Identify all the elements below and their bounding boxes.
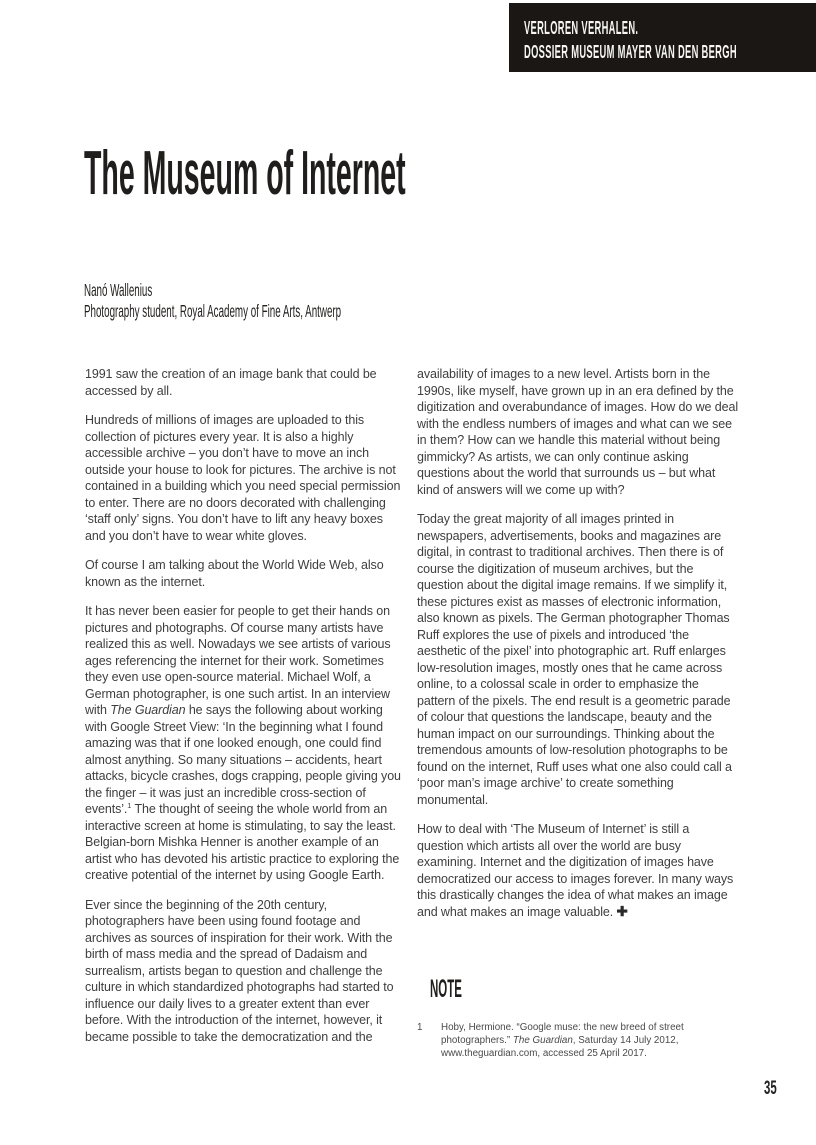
issue-banner (509, 3, 816, 72)
text-run: he says the following about working with Google Street View: ‘In the beginning what I found amazing was that if one looked enough, one could find almost anything. So many situations – accidents, heart attacks, bicycle crashes, dogs crapping, people giving you the finger – it was just an incredible cross-section of events’. (85, 703, 401, 816)
paragraph (417, 821, 738, 920)
text-run: availability of images to a new level. Artists born in the 1990s, like myself, have grown up in an era defined by the digitization and overabundance of images. How do we deal with the endless numbers of images and what can we see in them? How can we handle this material without being gimmicky? As artists, we can only continue asking questions about the world that surrounds us – but what kind of answers will we come up with? (417, 367, 738, 497)
footnote (417, 1021, 747, 1061)
note-section (417, 976, 747, 1061)
note-heading-text: NOTE (430, 975, 462, 1003)
article-title (84, 141, 783, 207)
paragraph (85, 603, 406, 884)
page-number (764, 1078, 785, 1100)
footnote-ref: 1 (127, 800, 132, 810)
paragraph (85, 897, 406, 1046)
text-run: Today the great majority of all images printed in newspapers, advertisements, books and magazines are digital, in contrast to traditional archives. Then there is of course the digitization of museum archives, but the question about the digital image remains. If we simplify it, these pictures exist as masses of electronic information, also known as pixels. The German photographer Thomas Ruff explores the use of pixels and introduced ‘the aesthetic of the pixel’ into photographic art. Ruff enlarges low-resolution images, mostly ones that he came across online, to a colossal scale in order to emphasize the pattern of the pixels. The end result is a geometric parade of colour that questions the landscape, beauty and the human impact on our surroundings. Thinking about the tremendous amounts of low-resolution photographs to be found on the internet, Ruff uses what one also could call a ‘poor man’s image archive’ to create something monumental. (417, 512, 732, 807)
text-run: Ever since the beginning of the 20th century, photographers have been using found footage and archives as sources of inspiration for their work. With the birth of mass media and the spread of Dadaism and surrealism, artists began to question and challenge the culture in which standardized photographs had started to influence our daily lives to a greater extent than ever before. With the introduction of the internet, however, it became possible to take the democratization and the (85, 897, 394, 1044)
text-run: , Saturday 14 July 2012, www.theguardian.com, accessed 25 April 2017. (441, 1035, 679, 1060)
footnote-text (441, 1021, 743, 1061)
text-run: It has never been easier for people to get their hands on pictures and photographs. Of course many artists have realized this as well. Nowadays we see artists of various ages referencing the internet for their work. Sometimes they even use open-source material. Michael Wolf, a German photographer, is one such artist. In an interview with (85, 604, 391, 717)
text-run: The thought of seeing the whole world from an interactive screen at home is stimulating, to say the least. Belgian-born Mishka Henner is another example of an artist who has devoted his artistic practice to exploring the creative potential of the internet by using Google Earth. (85, 802, 400, 882)
note-heading (430, 976, 747, 1004)
italic-text: The Guardian (512, 1035, 573, 1047)
footnote-number: 1 (417, 1022, 423, 1033)
banner-series-title: VERLOREN VERHALEN. (524, 18, 639, 38)
paragraph (85, 557, 406, 590)
end-of-article-mark: ✚ (616, 903, 628, 919)
banner-line-1 (524, 16, 816, 40)
author-name-line (84, 280, 543, 301)
text-run: Hoby, Hermione. “Google muse: the new breed of street photographers.” (441, 1022, 684, 1047)
page-number-text: 35 (764, 1078, 777, 1099)
author-affiliation: Photography student, Royal Academy of Fine Arts, Antwerp (84, 301, 342, 321)
article-column-right (417, 366, 738, 933)
author-name: Nanó Wallenius (84, 280, 153, 300)
paragraph (85, 412, 406, 544)
author-affiliation-line (84, 301, 543, 322)
text-run: Of course I am talking about the World Wide Web, also known as the internet. (85, 558, 384, 589)
banner-line-2 (524, 40, 816, 64)
article-column-left (85, 366, 406, 1058)
paragraph (417, 511, 738, 808)
paragraph (85, 366, 406, 399)
paragraph (417, 366, 738, 498)
author-block (84, 280, 543, 322)
text-run: 1991 saw the creation of an image bank that could be accessed by all. (85, 367, 377, 398)
footnote-list (417, 1021, 747, 1061)
text-run: How to deal with ‘The Museum of Internet’ is still a question which artists all over the world are busy examining. Internet and the digitization of images have democratized our access to images forever. In many ways this drastically changes the idea of what makes an image and what makes an image valuable. (417, 822, 734, 919)
italic-text: The Guardian (110, 703, 186, 717)
article-title-text: The Museum of Internet (84, 139, 406, 208)
text-run: Hundreds of millions of images are uploaded to this collection of pictures every year. It is also a highly accessible archive – you don’t have to move an inch outside your house to look for pictures. The archive is not contained in a building which you need special permission to enter. There are no doors decorated with challenging ‘staff only’ signs. You don’t have to lift any heavy boxes and you don’t have to wear white gloves. (85, 413, 401, 543)
banner-dossier-title: DOSSIER MUSEUM MAYER VAN DEN BERGH (524, 42, 737, 62)
